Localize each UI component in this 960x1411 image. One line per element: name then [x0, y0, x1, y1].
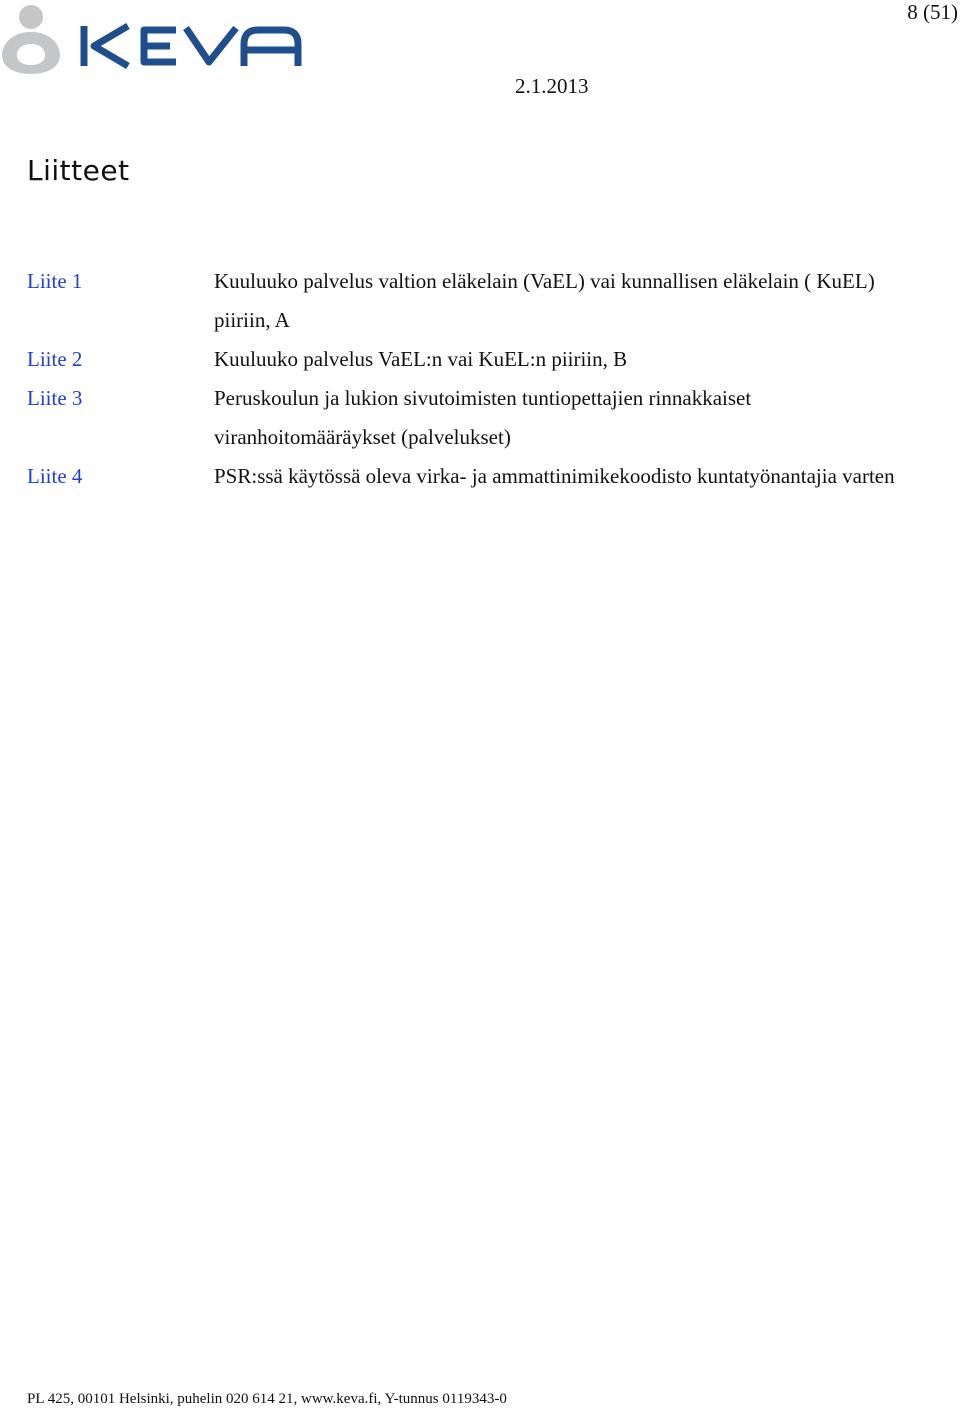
attachment-row [0, 379, 960, 457]
footer-contact: PL 425, 00101 Helsinki, puhelin 020 614 21, www.keva.fi, Y-tunnus 0119343-0 [27, 1391, 507, 1407]
keva-logo [0, 0, 310, 80]
attachment-row [0, 340, 960, 379]
attachment-description: Peruskoulun ja lukion sivutoimisten tuntiopettajien rinnakkaiset viranhoitomääräykset (palvelukset) [214, 386, 752, 449]
page-number: 8 (51) [907, 0, 958, 24]
logo-wordmark [84, 26, 298, 66]
attachments-list [0, 262, 960, 496]
attachment-link-liite-4[interactable]: Liite 4 [27, 464, 83, 488]
document-date: 2.1.2013 [515, 74, 589, 98]
logo-figure-icon [2, 5, 60, 74]
attachment-link-liite-2[interactable]: Liite 2 [27, 347, 83, 371]
attachment-description: PSR:ssä käytössä oleva virka- ja ammattinimikekoodisto kuntatyönantajia varten [214, 464, 895, 488]
attachment-row [0, 262, 960, 340]
attachment-link-liite-1[interactable]: Liite 1 [27, 269, 83, 293]
attachment-link-liite-3[interactable]: Liite 3 [27, 386, 83, 410]
attachment-description: Kuuluuko palvelus valtion eläkelain (VaEL) vai kunnallisen eläkelain ( KuEL) piiriin, A [214, 269, 875, 332]
attachment-description: Kuuluuko palvelus VaEL:n vai KuEL:n piiriin, B [214, 347, 628, 371]
attachment-row [0, 457, 960, 496]
page-title: Liitteet [27, 154, 130, 187]
